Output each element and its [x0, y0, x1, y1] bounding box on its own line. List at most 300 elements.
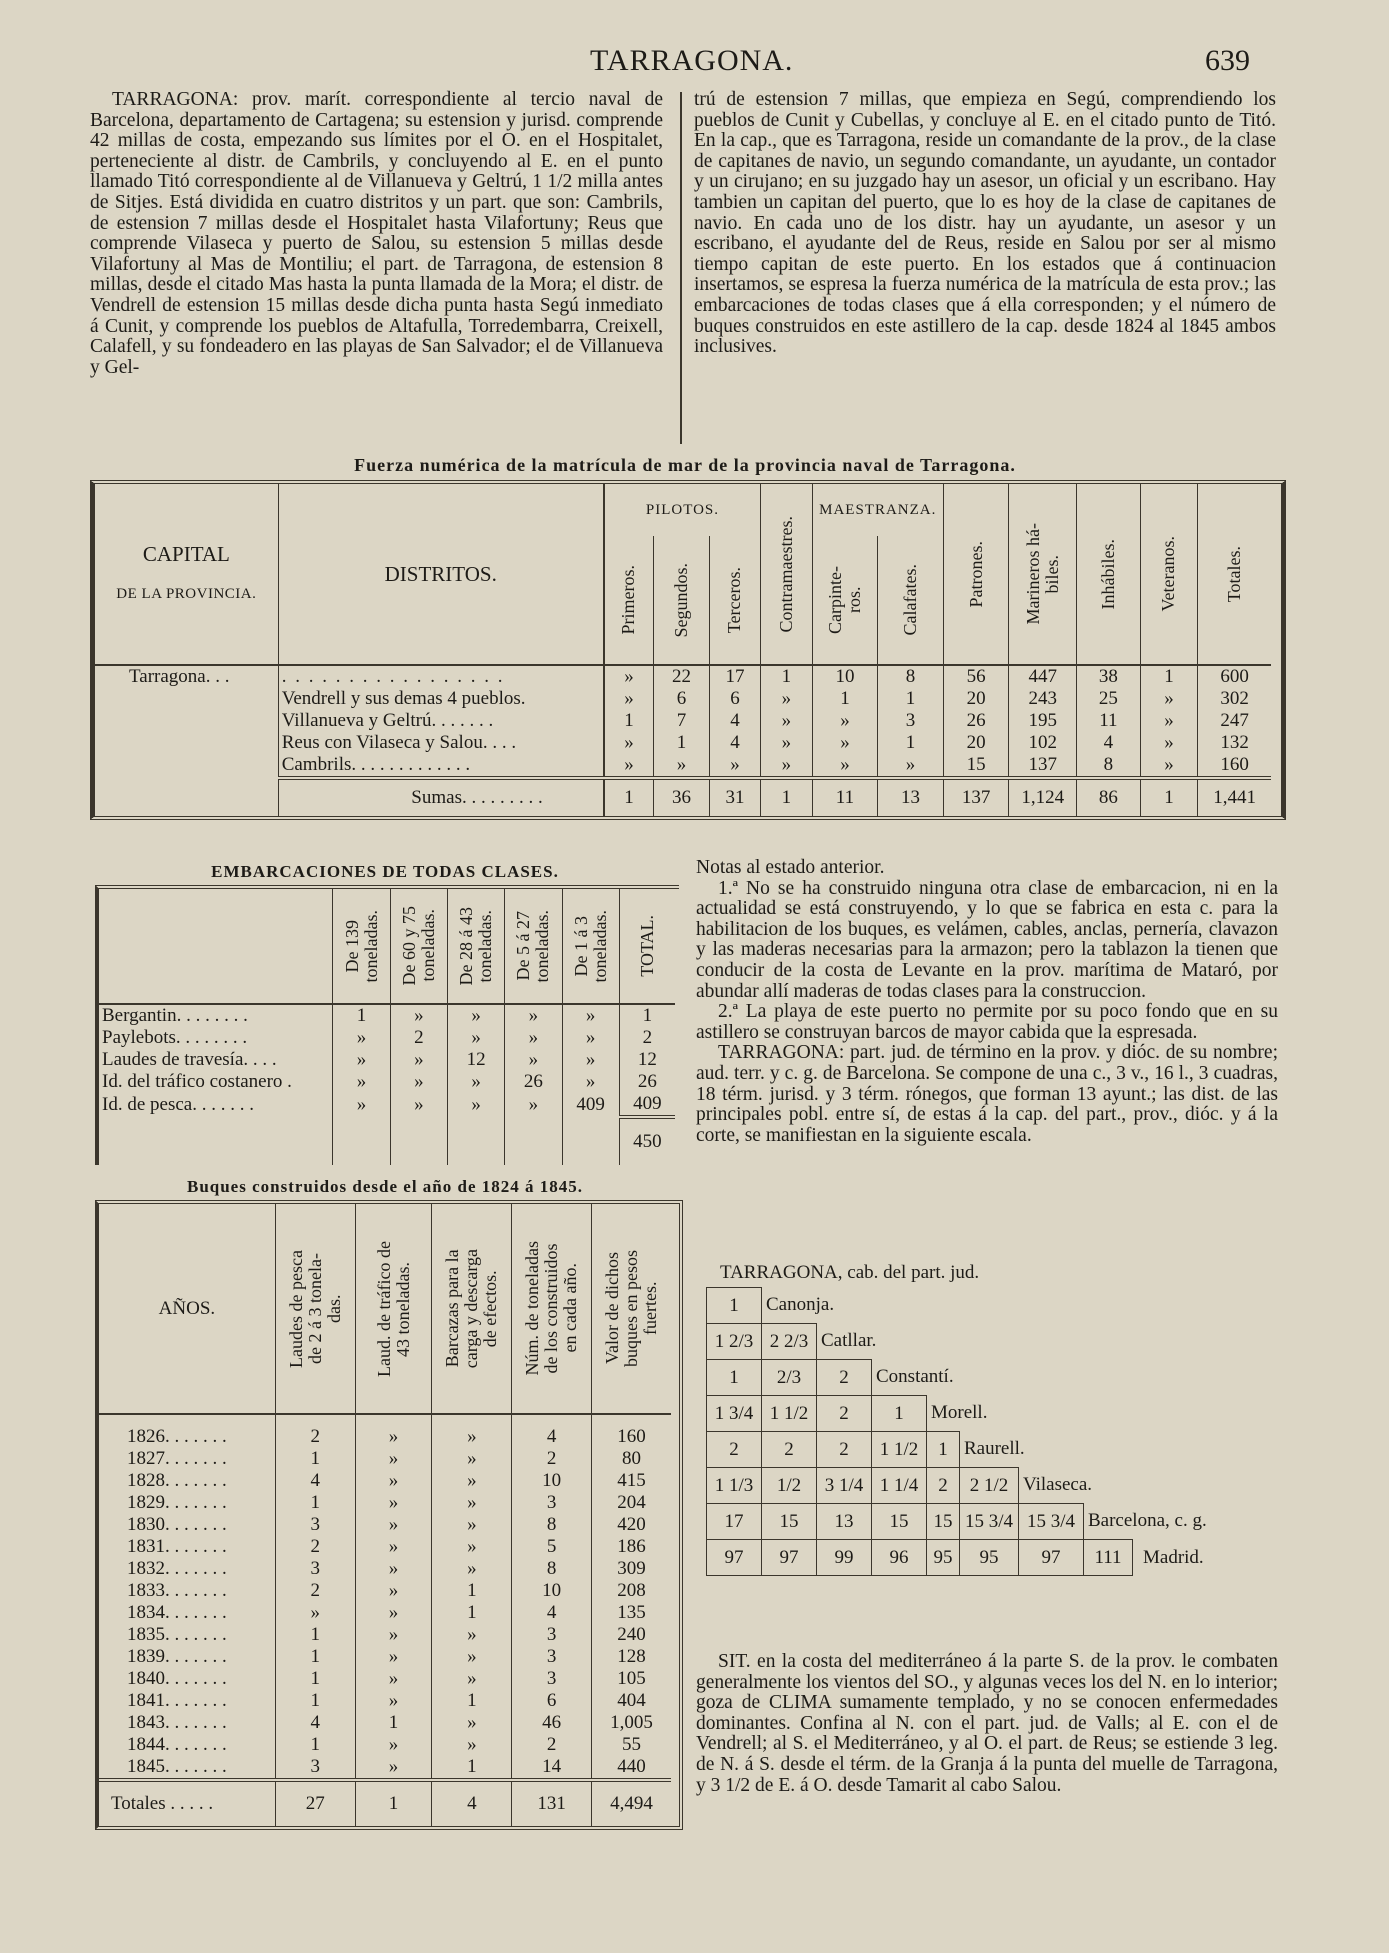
cell: 6	[654, 688, 710, 710]
dist-cell: 1 1/2	[872, 1432, 927, 1468]
col-header: Marineros há- biles.	[1022, 523, 1062, 625]
cell: 3	[275, 1558, 355, 1580]
fuerza-table-frame	[90, 480, 1286, 820]
cell: »	[355, 1426, 432, 1448]
cell: 208	[617, 1580, 646, 1601]
cell: 309	[617, 1558, 646, 1579]
buques-frame	[95, 1200, 683, 1830]
cell: »	[1140, 732, 1198, 754]
cell: 4,494	[592, 1780, 671, 1826]
cell: »	[390, 1071, 447, 1093]
dist-cell: 13	[817, 1504, 872, 1540]
cell: 3	[512, 1492, 592, 1514]
cell: 46	[512, 1712, 592, 1734]
cell: »	[812, 710, 878, 732]
cell: 11	[812, 778, 878, 816]
cell: »	[604, 665, 654, 688]
cell: 1	[432, 1690, 512, 1712]
cell: »	[562, 1004, 619, 1027]
dist-cell: 2	[927, 1468, 960, 1504]
dist-cell: 1	[872, 1396, 927, 1432]
cell: »	[390, 1093, 447, 1117]
town-name: Barcelona, c. g.	[1088, 1510, 1207, 1532]
cell: 10	[512, 1470, 592, 1492]
cell: 1	[275, 1448, 355, 1470]
dist-cell: 1 2/3	[707, 1324, 762, 1360]
buques-table	[99, 1204, 671, 1826]
cell: 26	[943, 710, 1009, 732]
cell: 2	[512, 1448, 592, 1470]
town-name: Morell.	[931, 1402, 988, 1424]
col-header: De 1 á 3 toneladas.	[570, 909, 610, 983]
year: 1841. . . . . . .	[99, 1690, 275, 1712]
cell: 1,124	[1009, 778, 1077, 816]
cell: 1	[432, 1756, 512, 1780]
cell: 128	[617, 1646, 646, 1667]
cell: 8	[512, 1558, 592, 1580]
cell: 8	[1077, 754, 1141, 778]
year: 1843. . . . . . .	[99, 1712, 275, 1734]
cell: 404	[617, 1690, 646, 1711]
year: 1835. . . . . . .	[99, 1624, 275, 1646]
town-name: Canonja.	[766, 1294, 835, 1316]
cell: »	[432, 1470, 512, 1492]
cell: »	[355, 1580, 432, 1602]
cell: »	[562, 1027, 619, 1049]
fuerza-table	[95, 484, 1271, 816]
pilotos-header: PILOTOS.	[604, 484, 761, 536]
dist-cell: 1	[707, 1360, 762, 1396]
dist-cell: 1 1/2	[762, 1396, 817, 1432]
col-header: Laudes de pesca de 2 á 3 tonela- das.	[285, 1249, 344, 1368]
cell: 1	[275, 1690, 355, 1712]
col-header: De 60 y 75 toneladas.	[398, 906, 438, 986]
cell: 240	[617, 1624, 646, 1645]
cell: »	[562, 1049, 619, 1071]
cell: »	[333, 1049, 390, 1071]
cell: »	[1140, 710, 1198, 732]
dist-cell: 3 1/4	[817, 1468, 872, 1504]
cell: »	[761, 710, 812, 732]
cell: »	[761, 754, 812, 778]
dist-cell: 2	[707, 1432, 762, 1468]
cell: »	[432, 1734, 512, 1756]
town-name: Madrid.	[1143, 1546, 1204, 1568]
cell: 6	[709, 688, 760, 710]
cell: 409	[633, 1093, 662, 1114]
notes-title: Notas al estado anterior.	[696, 857, 885, 878]
cell: »	[709, 754, 760, 778]
cell: 4	[275, 1470, 355, 1492]
vessel-name: Bergantin. . . . . . . .	[99, 1004, 333, 1027]
cell: 1	[355, 1712, 432, 1734]
cell: 3	[512, 1646, 592, 1668]
cell: »	[432, 1536, 512, 1558]
cell: »	[654, 754, 710, 778]
cell: »	[355, 1514, 432, 1536]
dist-cell: 15 3/4	[1019, 1504, 1084, 1540]
cell: »	[355, 1536, 432, 1558]
cell: 80	[622, 1448, 642, 1469]
vessel-name: Paylebots. . . . . . . .	[99, 1027, 333, 1049]
cell: »	[355, 1602, 432, 1624]
cell: 1	[275, 1492, 355, 1514]
cell: 38	[1077, 665, 1141, 688]
town-name: Catllar.	[821, 1330, 877, 1352]
dist-cell: 2	[762, 1432, 817, 1468]
cell: 415	[617, 1470, 646, 1491]
district-name: Cambrils. . . . . . . . . . . . .	[278, 754, 604, 778]
cell: 137	[943, 778, 1009, 816]
year: 1832. . . . . . .	[99, 1558, 275, 1580]
cell: 4	[512, 1602, 592, 1624]
cell: 26	[637, 1071, 657, 1092]
district-name: Villanueva y Geltrú. . . . . . .	[278, 710, 604, 732]
district-name: Vendrell y sus demas 4 pueblos.	[278, 688, 604, 710]
page-number: 639	[1205, 44, 1250, 77]
col-header: Núm. de toneladas de los construidos en cada año.	[522, 1241, 581, 1376]
totales-label: Totales . . . . .	[99, 1780, 275, 1826]
cell: 4	[709, 710, 760, 732]
capital-name: Tarragona. . .	[95, 665, 278, 688]
dist-cell: 2	[817, 1432, 872, 1468]
cell: 3	[275, 1756, 355, 1780]
buques-title: Buques construidos desde el año de 1824 á 1845.	[186, 1177, 584, 1196]
col-header: De 139 toneladas.	[341, 909, 381, 983]
cell: 20	[943, 732, 1009, 754]
cell: »	[505, 1093, 562, 1117]
cell: 4	[1077, 732, 1141, 754]
year: 1828. . . . . . .	[99, 1470, 275, 1492]
cell: »	[355, 1558, 432, 1580]
cell: 17	[709, 665, 760, 688]
column-divider	[680, 92, 682, 444]
cell: »	[1140, 754, 1198, 778]
dist-cell: 95	[960, 1540, 1019, 1576]
town-name: Vilaseca.	[1023, 1474, 1093, 1496]
cell: 1	[604, 778, 654, 816]
cell: »	[355, 1756, 432, 1780]
dist-cell: 2 1/2	[960, 1468, 1019, 1504]
cell: »	[562, 1071, 619, 1093]
cell: 22	[654, 665, 710, 688]
vessel-name: Id. de pesca. . . . . . .	[99, 1093, 333, 1117]
cell: 2	[275, 1426, 355, 1448]
cell: »	[432, 1492, 512, 1514]
cell: 10	[812, 665, 878, 688]
cell: 600	[1220, 666, 1249, 687]
cell: »	[432, 1448, 512, 1470]
situation-text: SIT. en la costa del mediterráneo á la parte S. de la prov. le combaten generalmente los vientos del SO., y algunas veces los del N. en lo interior; goza de CLIMA sumamente templado, y no se conocen enfermedades dominantes. Confina al N. con el part. jud. de Valls; al E. con el de Vendrell; al S. el Mediterráneo, y al O. el part. de Reus; se estiende 3 leg. de N. á S. desde el térm. de la Granja á la punta del muelle de Tarragona, y 3 1/2 de E. á O. desde Tamarit al cabo Salou.	[696, 1651, 1278, 1796]
cell: »	[432, 1624, 512, 1646]
dist-cell: 2	[817, 1396, 872, 1432]
provincia-header: DE LA PROVINCIA.	[116, 586, 257, 602]
cell: »	[355, 1646, 432, 1668]
intro-left-column	[90, 90, 663, 378]
cell: 1	[432, 1580, 512, 1602]
cell: 6	[512, 1690, 592, 1712]
dist-cell: 1/2	[762, 1468, 817, 1504]
col-header: De 28 á 43 toneladas.	[456, 906, 496, 986]
cell: 1	[642, 1005, 653, 1026]
intro-right-column	[694, 90, 1276, 358]
cell: 1	[878, 688, 944, 710]
cell: 1	[1140, 778, 1198, 816]
cell: 2	[275, 1536, 355, 1558]
district-name: Reus con Vilaseca y Salou. . . .	[278, 732, 604, 754]
cell: »	[447, 1071, 504, 1093]
year: 1834. . . . . . .	[99, 1602, 275, 1624]
dist-cell: 15	[872, 1504, 927, 1540]
year: 1831. . . . . . .	[99, 1536, 275, 1558]
cell: 1	[761, 778, 812, 816]
dist-cell: 15	[762, 1504, 817, 1540]
distances-table	[706, 1287, 1211, 1576]
cell: 2	[275, 1580, 355, 1602]
cell: 1	[654, 732, 710, 754]
cell: 3	[275, 1514, 355, 1536]
dist-cell: 96	[872, 1540, 927, 1576]
cell: 160	[617, 1426, 646, 1447]
dist-cell: 1	[927, 1432, 960, 1468]
col-header: Inhábiles.	[1097, 538, 1118, 610]
cell: 186	[617, 1536, 646, 1557]
cell: 20	[943, 688, 1009, 710]
cell: 25	[1077, 688, 1141, 710]
town-name: Raurell.	[964, 1438, 1025, 1460]
col-header: Totales.	[1224, 545, 1245, 603]
total-cell: 450	[619, 1117, 675, 1165]
cell: 135	[617, 1602, 646, 1623]
embarcaciones-table	[99, 889, 675, 1165]
cell: 1	[275, 1734, 355, 1756]
embarcaciones-frame	[95, 885, 679, 1165]
dist-cell: 97	[1019, 1540, 1084, 1576]
cell: »	[355, 1734, 432, 1756]
cell: »	[432, 1646, 512, 1668]
town-name: Constantí.	[876, 1366, 954, 1388]
cell: 2	[512, 1734, 592, 1756]
col-header: Carpinte- ros.	[824, 566, 864, 635]
cell: »	[447, 1093, 504, 1117]
cell: 1	[355, 1780, 432, 1826]
cell: »	[355, 1492, 432, 1514]
cell: 195	[1009, 710, 1077, 732]
cell: 4	[512, 1426, 592, 1448]
cell: 12	[637, 1049, 657, 1070]
cell: 1	[812, 688, 878, 710]
cell: 131	[512, 1780, 592, 1826]
cell: 2	[390, 1027, 447, 1049]
cell: 14	[512, 1756, 592, 1780]
col-header: Barcazas para la carga y descarga de efectos.	[442, 1248, 501, 1369]
cell: »	[432, 1426, 512, 1448]
cell: 4	[432, 1780, 512, 1826]
situation-column	[696, 1652, 1278, 1796]
cell: 102	[1009, 732, 1077, 754]
sumas-label: Sumas. . . . . . . . .	[278, 778, 604, 816]
cell: 15	[943, 754, 1009, 778]
cell: »	[505, 1049, 562, 1071]
page-title: TARRAGONA.	[590, 44, 794, 77]
col-header: Contramaestres.	[775, 515, 796, 633]
dist-cell: 2 2/3	[762, 1324, 817, 1360]
distritos-header: DISTRITOS.	[278, 484, 604, 665]
cell: 409	[562, 1093, 619, 1117]
col-header: Laud. de tráfico de 43 toneladas.	[373, 1240, 413, 1377]
cell: 1	[432, 1602, 512, 1624]
dist-cell: 15 3/4	[960, 1504, 1019, 1540]
cell: »	[447, 1027, 504, 1049]
dist-cell: 97	[707, 1540, 762, 1576]
cell: 137	[1009, 754, 1077, 778]
dist-cell: 2/3	[762, 1360, 817, 1396]
cell: 1	[761, 665, 812, 688]
cell: 447	[1009, 665, 1077, 688]
year: 1844. . . . . . .	[99, 1734, 275, 1756]
col-header: Calafates.	[900, 564, 921, 636]
distances-scale	[706, 1287, 1211, 1576]
year: 1839. . . . . . .	[99, 1646, 275, 1668]
cell: »	[333, 1071, 390, 1093]
cell: »	[432, 1712, 512, 1734]
cell: 56	[943, 665, 1009, 688]
dist-cell: 15	[927, 1504, 960, 1540]
year: 1827. . . . . . .	[99, 1448, 275, 1470]
fuerza-title: Fuerza numérica de la matrícula de mar de la provincia naval de Tarragona.	[354, 455, 1016, 475]
cell: »	[505, 1004, 562, 1027]
cell: »	[761, 688, 812, 710]
cell: 31	[709, 778, 760, 816]
cell: »	[812, 754, 878, 778]
cell: 420	[617, 1514, 646, 1535]
cell: 4	[275, 1712, 355, 1734]
cell: 302	[1220, 688, 1249, 709]
cell: 1	[604, 710, 654, 732]
partido-text: TARRAGONA: part. jud. de término en la prov. y dióc. de su nombre; aud. terr. y c. g. de Barcelona. Se compone de una c., 3 v., 16 l., 3 cuadras, 18 térm. jurisd. y 3 térm. rónegos, que forman 13 ayunt.; las dist. de las principales pobl. entre sí, de estas á la cap. del part., prov., dióc. y á la corte, se manifiestan en la siguiente escala.	[696, 1042, 1278, 1146]
cell: »	[333, 1027, 390, 1049]
embarcaciones-title: EMBARCACIONES DE TODAS CLASES.	[211, 862, 559, 881]
col-header: Segundos.	[670, 562, 691, 638]
year: 1829. . . . . . .	[99, 1492, 275, 1514]
cell: »	[355, 1668, 432, 1690]
cell: »	[432, 1668, 512, 1690]
col-header: Primeros.	[618, 565, 639, 635]
cell: 1	[275, 1624, 355, 1646]
cell: 1	[333, 1004, 390, 1027]
cell: »	[432, 1558, 512, 1580]
cell: 105	[617, 1668, 646, 1689]
note-1: 1.ª No se ha construido ninguna otra clase de embarcacion, ni en la actualidad se está construyendo, y lo que se fabrica en esta c. para la habilitacion de los buques, es velámen, cables, anclas, pernería, clavazon y las maderas necesarias para la armazon; pero la tablazon la tienen que conducir de la costa de Levante en la prov. marítima de Mataró, por abundar allí maderas de todas clases para la construccion.	[696, 877, 1278, 1002]
dist-cell: 111	[1084, 1540, 1133, 1576]
cell: 27	[275, 1780, 355, 1826]
dist-cell: 1	[707, 1288, 762, 1324]
cell: 1	[878, 732, 944, 754]
notes-column	[696, 858, 1278, 1146]
year: 1826. . . . . . .	[99, 1426, 275, 1448]
col-header: Patrones.	[965, 540, 986, 608]
cell: 1,441	[1198, 778, 1271, 816]
cell: 247	[1220, 710, 1249, 731]
cell: »	[355, 1448, 432, 1470]
cell: 12	[447, 1049, 504, 1071]
col-header: Terceros.	[724, 567, 745, 634]
cell: »	[505, 1027, 562, 1049]
dist-cell: 1 3/4	[707, 1396, 762, 1432]
cell: 1	[1140, 665, 1198, 688]
cell: »	[1140, 688, 1198, 710]
cell: 243	[1009, 688, 1077, 710]
year: 1830. . . . . . .	[99, 1514, 275, 1536]
cell: 1,005	[610, 1712, 653, 1733]
cell: 55	[622, 1734, 642, 1755]
cell: 132	[1220, 732, 1249, 753]
district-name: . . . . . . . . . . . . . . . . .	[278, 665, 604, 688]
intro-right-text: trú de estension 7 millas, que empieza en Segú, comprendiendo los pueblos de Cunit y Cubellas, y concluye al E. en el citado punto de Titó. En la cap., que es Tarragona, reside un comandante de la prov., de la clase de capitanes de navio, un segundo comandante, un ayudante, un contador y un cirujano; en su juzgado hay un asesor, un oficial y un escribano. Hay tambien un capitan del puerto, que lo es hoy de la clase de capitanes de navio. En cada uno de los distr. hay un ayudante, un asesor y un escribano, el ayudante del de Reus, reside en Salou por ser al mismo tiempo capitan de este puerto. En los estados que á continuacion insertamos, se espresa la fuerza numérica de la matrícula de esta prov.; las embarcaciones de todas clases que á ella corresponden; y el número de buques construidos en este astillero de la cap. desde 1824 al 1845 ambos inclusives.	[694, 89, 1276, 358]
cell: »	[761, 732, 812, 754]
cell: 160	[1220, 754, 1249, 775]
col-header: Valor de dichos buques en pesos fuertes.	[602, 1250, 661, 1367]
cell: 4	[709, 732, 760, 754]
anos-header: AÑOS.	[99, 1204, 275, 1414]
year: 1833. . . . . . .	[99, 1580, 275, 1602]
cell: 440	[617, 1756, 646, 1777]
cell: »	[390, 1049, 447, 1071]
cell: 7	[654, 710, 710, 732]
cell: 3	[512, 1668, 592, 1690]
cell: »	[878, 754, 944, 778]
cell: »	[604, 732, 654, 754]
cell: 3	[878, 710, 944, 732]
dist-cell: 97	[762, 1540, 817, 1576]
cell: 1	[275, 1668, 355, 1690]
year: 1845. . . . . . .	[99, 1756, 275, 1780]
dist-cell: 2	[817, 1360, 872, 1396]
dist-cell: 1 1/3	[707, 1468, 762, 1504]
cell: 1	[275, 1646, 355, 1668]
cell: »	[812, 732, 878, 754]
col-header: De 5 á 27 toneladas.	[513, 909, 553, 983]
cell: 10	[512, 1580, 592, 1602]
cell: »	[604, 754, 654, 778]
intro-left-text: TARRAGONA: prov. marít. correspondiente al tercio naval de Barcelona, departamento de Cartagena; su estension y jurisd. comprende 42 millas de costa, empezando sus límites por el O. en el Hospitalet, perteneciente al distr. de Cambrils, y concluyendo al E. en el punto llamado Titó correspondiente al de Villanueva y Geltrú, 1 1/2 milla antes de Sitjes. Está dividida en cuatro distritos y un part. que son: Cambrils, de estension 7 millas desde el Hospitalet hasta Vilafortuny; Reus que comprende Vilaseca y puerto de Salou, su estension 5 millas desde Vilafortuny al Mas de Montiliu; el part. de Tarragona, de estension 8 millas, desde el citado Mas hasta la punta llamada de la Mora; el distr. de Vendrell de estension 15 millas desde dicha punta hasta Segú inmediato á Cunit, y comprende los pueblos de Altafulla, Torredembarra, Creixell, Calafell, y su fondeadero en las playas de San Salvador; el de Villanueva y Gel-	[90, 89, 663, 378]
cell: »	[355, 1690, 432, 1712]
cell: 26	[505, 1071, 562, 1093]
cell: 86	[1077, 778, 1141, 816]
cell: »	[333, 1093, 390, 1117]
cell: »	[432, 1514, 512, 1536]
dist-cell: 1 1/4	[872, 1468, 927, 1504]
dist-cell: 99	[817, 1540, 872, 1576]
cell: 13	[878, 778, 944, 816]
cell: 8	[878, 665, 944, 688]
cell: 11	[1077, 710, 1141, 732]
col-header: Veteranos.	[1158, 536, 1179, 612]
capital-header: CAPITAL	[142, 542, 230, 566]
maestranza-header: MAESTRANZA.	[812, 484, 943, 536]
col-header: TOTAL.	[636, 915, 657, 977]
distances-caption: TARRAGONA, cab. del part. jud.	[720, 1262, 980, 1283]
vessel-name: Id. del tráfico costanero .	[99, 1071, 333, 1093]
dist-cell: 95	[927, 1540, 960, 1576]
cell: »	[447, 1004, 504, 1027]
dist-cell: 17	[707, 1504, 762, 1540]
vessel-name: Laudes de travesía. . . .	[99, 1049, 333, 1071]
cell: 2	[642, 1027, 653, 1048]
cell: 3	[512, 1624, 592, 1646]
year: 1840. . . . . . .	[99, 1668, 275, 1690]
cell: 36	[654, 778, 710, 816]
